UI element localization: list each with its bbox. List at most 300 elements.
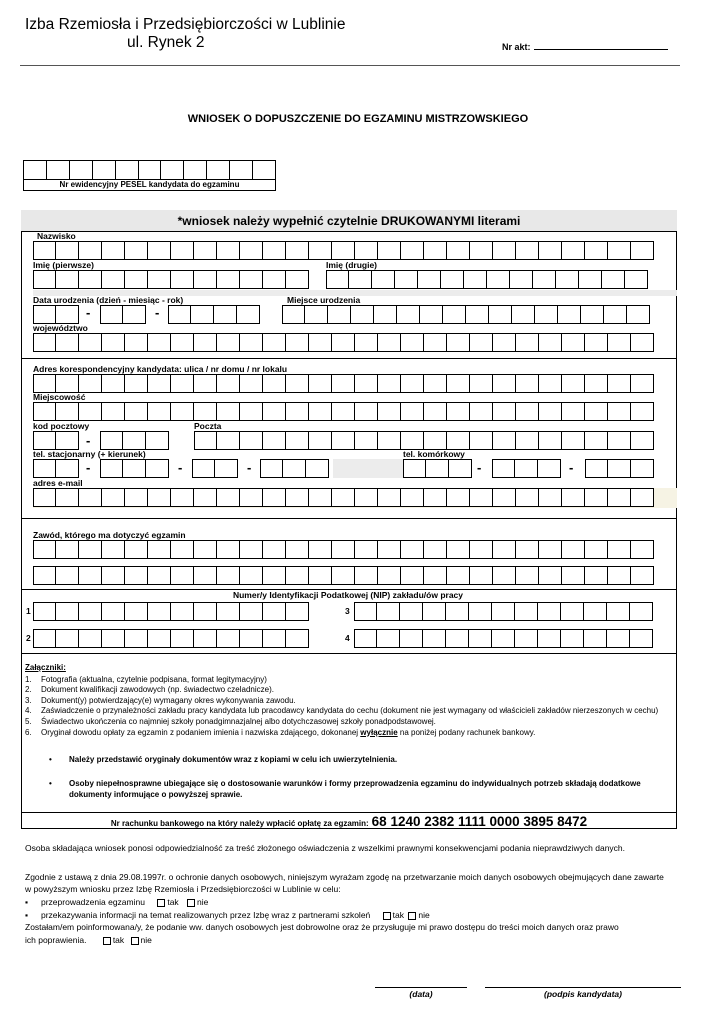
input-cell[interactable] (125, 241, 148, 260)
input-cell[interactable] (217, 431, 240, 450)
input-cell[interactable] (516, 431, 539, 450)
input-cell[interactable] (533, 270, 556, 289)
input-cell[interactable] (354, 629, 377, 648)
input-cell[interactable] (263, 333, 286, 352)
input-cell[interactable] (401, 566, 424, 585)
birth-year-input[interactable] (168, 305, 260, 324)
input-cell[interactable] (585, 333, 608, 352)
input-cell[interactable] (194, 402, 217, 421)
input-cell[interactable] (56, 241, 79, 260)
input-cell[interactable] (309, 540, 332, 559)
input-cell[interactable] (33, 629, 56, 648)
input-cell[interactable] (355, 241, 378, 260)
input-cell[interactable] (423, 602, 446, 621)
input-cell[interactable] (148, 566, 171, 585)
input-cell[interactable] (558, 305, 581, 324)
input-cell[interactable] (372, 270, 395, 289)
input-cell[interactable] (79, 374, 102, 393)
input-cell[interactable] (171, 333, 194, 352)
input-cell[interactable] (585, 488, 608, 507)
input-cell[interactable] (447, 333, 470, 352)
input-cell[interactable] (631, 241, 654, 260)
input-cell[interactable] (214, 305, 237, 324)
input-cell[interactable] (125, 540, 148, 559)
signature-field[interactable] (485, 987, 681, 999)
input-cell[interactable] (516, 333, 539, 352)
input-cell[interactable] (631, 488, 654, 507)
input-cell[interactable] (146, 459, 169, 478)
input-cell[interactable] (79, 602, 102, 621)
input-cell[interactable] (608, 333, 631, 352)
input-cell[interactable] (56, 540, 79, 559)
correction-yes-checkbox[interactable] (103, 937, 111, 945)
input-cell[interactable] (328, 305, 351, 324)
input-cell[interactable] (148, 333, 171, 352)
input-cell[interactable] (378, 333, 401, 352)
input-cell[interactable] (631, 402, 654, 421)
input-cell[interactable] (470, 488, 493, 507)
input-cell[interactable] (631, 333, 654, 352)
input-cell[interactable] (556, 270, 579, 289)
input-cell[interactable] (56, 459, 79, 478)
input-cell[interactable] (56, 402, 79, 421)
landline-input-b[interactable] (100, 459, 169, 478)
input-cell[interactable] (349, 270, 372, 289)
second-name-input[interactable] (326, 270, 648, 289)
input-cell[interactable] (56, 374, 79, 393)
input-cell[interactable] (377, 602, 400, 621)
landline-input-a[interactable] (33, 459, 79, 478)
profession-input-1[interactable] (33, 540, 654, 559)
input-cell[interactable] (148, 374, 171, 393)
input-cell[interactable] (332, 431, 355, 450)
input-cell[interactable] (608, 241, 631, 260)
input-cell[interactable] (469, 602, 492, 621)
training-consent-no-checkbox[interactable] (408, 912, 416, 920)
input-cell[interactable] (424, 431, 447, 450)
input-cell[interactable] (171, 270, 194, 289)
input-cell[interactable] (79, 333, 102, 352)
input-cell[interactable] (420, 305, 443, 324)
input-cell[interactable] (194, 602, 217, 621)
input-cell[interactable] (148, 629, 171, 648)
input-cell[interactable] (217, 540, 240, 559)
input-cell[interactable] (33, 374, 56, 393)
input-cell[interactable] (492, 602, 515, 621)
training-consent-yes-checkbox[interactable] (383, 912, 391, 920)
date-field[interactable] (375, 987, 467, 999)
input-cell[interactable] (562, 488, 585, 507)
email-input[interactable] (33, 488, 654, 507)
input-cell[interactable] (305, 305, 328, 324)
input-cell[interactable] (447, 402, 470, 421)
input-cell[interactable] (33, 402, 56, 421)
input-cell[interactable] (424, 540, 447, 559)
input-cell[interactable] (194, 374, 217, 393)
input-cell[interactable] (512, 305, 535, 324)
input-cell[interactable] (493, 402, 516, 421)
first-name-input[interactable] (33, 270, 309, 289)
input-cell[interactable] (240, 602, 263, 621)
correction-no-checkbox[interactable] (131, 937, 139, 945)
input-cell[interactable] (326, 270, 349, 289)
input-cell[interactable] (608, 374, 631, 393)
input-cell[interactable] (607, 602, 630, 621)
input-cell[interactable] (56, 270, 79, 289)
input-cell[interactable] (443, 305, 466, 324)
input-cell[interactable] (631, 566, 654, 585)
input-cell[interactable] (125, 333, 148, 352)
input-cell[interactable] (464, 270, 487, 289)
input-cell[interactable] (378, 566, 401, 585)
birth-month-input[interactable] (100, 305, 146, 324)
input-cell[interactable] (631, 459, 654, 478)
input-cell[interactable] (263, 270, 286, 289)
input-cell[interactable] (240, 402, 263, 421)
input-cell[interactable] (401, 402, 424, 421)
input-cell[interactable] (237, 305, 260, 324)
input-cell[interactable] (168, 305, 191, 324)
input-cell[interactable] (489, 305, 512, 324)
input-cell[interactable] (378, 431, 401, 450)
input-cell[interactable] (123, 459, 146, 478)
input-cell[interactable] (579, 270, 602, 289)
input-cell[interactable] (286, 540, 309, 559)
input-cell[interactable] (217, 333, 240, 352)
input-cell[interactable] (33, 459, 56, 478)
input-cell[interactable] (562, 566, 585, 585)
input-cell[interactable] (608, 540, 631, 559)
input-cell[interactable] (630, 602, 653, 621)
input-cell[interactable] (79, 241, 102, 260)
input-cell[interactable] (562, 540, 585, 559)
input-cell[interactable] (217, 602, 240, 621)
input-cell[interactable] (401, 241, 424, 260)
input-cell[interactable] (585, 402, 608, 421)
input-cell[interactable] (584, 602, 607, 621)
post-office-input[interactable] (194, 431, 654, 450)
input-cell[interactable] (378, 402, 401, 421)
input-cell[interactable] (355, 402, 378, 421)
input-cell[interactable] (332, 402, 355, 421)
input-cell[interactable] (585, 540, 608, 559)
input-cell[interactable] (608, 566, 631, 585)
input-cell[interactable] (424, 333, 447, 352)
input-cell[interactable] (79, 566, 102, 585)
input-cell[interactable] (492, 459, 515, 478)
input-cell[interactable] (148, 540, 171, 559)
input-cell[interactable] (487, 270, 510, 289)
input-cell[interactable] (194, 241, 217, 260)
input-cell[interactable] (56, 431, 79, 450)
input-cell[interactable] (561, 602, 584, 621)
input-cell[interactable] (240, 333, 263, 352)
input-cell[interactable] (516, 402, 539, 421)
input-cell[interactable] (418, 270, 441, 289)
input-cell[interactable] (607, 629, 630, 648)
input-cell[interactable] (449, 459, 472, 478)
input-cell[interactable] (56, 333, 79, 352)
input-cell[interactable] (395, 270, 418, 289)
input-cell[interactable] (194, 540, 217, 559)
input-cell[interactable] (562, 431, 585, 450)
input-cell[interactable] (263, 241, 286, 260)
input-cell[interactable] (562, 333, 585, 352)
input-cell[interactable] (493, 431, 516, 450)
input-cell[interactable] (309, 566, 332, 585)
input-cell[interactable] (263, 402, 286, 421)
input-cell[interactable] (148, 488, 171, 507)
input-cell[interactable] (286, 402, 309, 421)
input-cell[interactable] (79, 270, 102, 289)
input-cell[interactable] (584, 629, 607, 648)
input-cell[interactable] (493, 540, 516, 559)
input-cell[interactable] (332, 241, 355, 260)
input-cell[interactable] (102, 333, 125, 352)
input-cell[interactable] (102, 602, 125, 621)
input-cell[interactable] (516, 540, 539, 559)
birth-place-input[interactable] (282, 305, 650, 324)
input-cell[interactable] (470, 566, 493, 585)
input-cell[interactable] (515, 629, 538, 648)
input-cell[interactable] (400, 602, 423, 621)
input-cell[interactable] (125, 629, 148, 648)
input-cell[interactable] (146, 431, 169, 450)
input-cell[interactable] (286, 566, 309, 585)
input-cell[interactable] (630, 629, 653, 648)
input-cell[interactable] (470, 333, 493, 352)
nip-input-1[interactable] (33, 602, 309, 621)
input-cell[interactable] (283, 459, 306, 478)
input-cell[interactable] (148, 241, 171, 260)
input-cell[interactable] (470, 540, 493, 559)
input-cell[interactable] (171, 402, 194, 421)
input-cell[interactable] (171, 488, 194, 507)
input-cell[interactable] (260, 459, 283, 478)
voivodeship-input[interactable] (33, 333, 654, 352)
input-cell[interactable] (539, 241, 562, 260)
input-cell[interactable] (194, 333, 217, 352)
input-cell[interactable] (539, 431, 562, 450)
input-cell[interactable] (401, 431, 424, 450)
input-cell[interactable] (631, 431, 654, 450)
input-cell[interactable] (332, 566, 355, 585)
input-cell[interactable] (217, 402, 240, 421)
input-cell[interactable] (608, 488, 631, 507)
input-cell[interactable] (608, 459, 631, 478)
input-cell[interactable] (585, 459, 608, 478)
input-cell[interactable] (355, 431, 378, 450)
input-cell[interactable] (585, 241, 608, 260)
input-cell[interactable] (263, 374, 286, 393)
input-cell[interactable] (332, 540, 355, 559)
input-cell[interactable] (33, 241, 56, 260)
input-cell[interactable] (585, 374, 608, 393)
input-cell[interactable] (33, 602, 56, 621)
input-cell[interactable] (378, 540, 401, 559)
input-cell[interactable] (240, 488, 263, 507)
nip-input-2[interactable] (33, 629, 309, 648)
input-cell[interactable] (56, 602, 79, 621)
input-cell[interactable] (354, 602, 377, 621)
input-cell[interactable] (33, 270, 56, 289)
input-cell[interactable] (263, 488, 286, 507)
nr-akt-field[interactable]: Nr akt: (502, 42, 668, 52)
input-cell[interactable] (355, 488, 378, 507)
input-cell[interactable] (469, 629, 492, 648)
input-cell[interactable] (493, 488, 516, 507)
input-cell[interactable] (585, 431, 608, 450)
input-cell[interactable] (539, 488, 562, 507)
input-cell[interactable] (217, 241, 240, 260)
input-cell[interactable] (33, 305, 56, 324)
input-cell[interactable] (309, 431, 332, 450)
input-cell[interactable] (217, 488, 240, 507)
input-cell[interactable] (263, 602, 286, 621)
nip-input-4[interactable] (354, 629, 653, 648)
input-cell[interactable] (355, 374, 378, 393)
input-cell[interactable] (535, 305, 558, 324)
input-cell[interactable] (470, 241, 493, 260)
input-cell[interactable] (562, 241, 585, 260)
input-cell[interactable] (56, 488, 79, 507)
input-cell[interactable] (516, 488, 539, 507)
input-cell[interactable] (79, 402, 102, 421)
input-cell[interactable] (423, 629, 446, 648)
city-input[interactable] (33, 402, 654, 421)
input-cell[interactable] (123, 431, 146, 450)
input-cell[interactable] (282, 305, 305, 324)
input-cell[interactable] (148, 402, 171, 421)
input-cell[interactable] (263, 540, 286, 559)
exam-consent-yes-checkbox[interactable] (157, 899, 165, 907)
input-cell[interactable] (240, 241, 263, 260)
input-cell[interactable] (102, 540, 125, 559)
input-cell[interactable] (286, 241, 309, 260)
input-cell[interactable] (426, 459, 449, 478)
input-cell[interactable] (539, 566, 562, 585)
input-cell[interactable] (378, 374, 401, 393)
input-cell[interactable] (493, 241, 516, 260)
input-cell[interactable] (539, 374, 562, 393)
input-cell[interactable] (286, 374, 309, 393)
input-cell[interactable] (240, 540, 263, 559)
input-cell[interactable] (123, 305, 146, 324)
input-cell[interactable] (470, 374, 493, 393)
input-cell[interactable] (171, 566, 194, 585)
input-cell[interactable] (102, 488, 125, 507)
input-cell[interactable] (493, 333, 516, 352)
input-cell[interactable] (447, 241, 470, 260)
input-cell[interactable] (539, 540, 562, 559)
mobile-input-b[interactable] (492, 459, 561, 478)
input-cell[interactable] (79, 488, 102, 507)
input-cell[interactable] (263, 566, 286, 585)
input-cell[interactable] (240, 566, 263, 585)
input-cell[interactable] (33, 333, 56, 352)
input-cell[interactable] (424, 566, 447, 585)
input-cell[interactable] (332, 333, 355, 352)
input-cell[interactable] (33, 566, 56, 585)
input-cell[interactable] (194, 488, 217, 507)
input-cell[interactable] (148, 602, 171, 621)
input-cell[interactable] (286, 602, 309, 621)
input-cell[interactable] (100, 459, 123, 478)
input-cell[interactable] (401, 333, 424, 352)
input-cell[interactable] (493, 566, 516, 585)
input-cell[interactable] (125, 270, 148, 289)
input-cell[interactable] (102, 629, 125, 648)
input-cell[interactable] (125, 374, 148, 393)
input-cell[interactable] (309, 241, 332, 260)
input-cell[interactable] (378, 488, 401, 507)
input-cell[interactable] (191, 305, 214, 324)
input-cell[interactable] (470, 402, 493, 421)
profession-input-2[interactable] (33, 566, 654, 585)
input-cell[interactable] (516, 566, 539, 585)
input-cell[interactable] (447, 566, 470, 585)
input-cell[interactable] (539, 333, 562, 352)
landline-input-d[interactable] (260, 459, 329, 478)
input-cell[interactable] (56, 566, 79, 585)
input-cell[interactable] (102, 241, 125, 260)
input-cell[interactable] (561, 629, 584, 648)
input-cell[interactable] (33, 488, 56, 507)
input-cell[interactable] (217, 629, 240, 648)
input-cell[interactable] (100, 305, 123, 324)
input-cell[interactable] (625, 270, 648, 289)
input-cell[interactable] (240, 270, 263, 289)
input-cell[interactable] (355, 333, 378, 352)
input-cell[interactable] (171, 602, 194, 621)
mobile-input-c[interactable] (585, 459, 654, 478)
pesel-input[interactable] (24, 161, 275, 180)
input-cell[interactable] (401, 488, 424, 507)
input-cell[interactable] (286, 431, 309, 450)
input-cell[interactable] (355, 566, 378, 585)
input-cell[interactable] (608, 402, 631, 421)
input-cell[interactable] (286, 488, 309, 507)
input-cell[interactable] (424, 374, 447, 393)
input-cell[interactable] (562, 402, 585, 421)
input-cell[interactable] (217, 270, 240, 289)
input-cell[interactable] (510, 270, 533, 289)
input-cell[interactable] (306, 459, 329, 478)
input-cell[interactable] (286, 333, 309, 352)
input-cell[interactable] (378, 241, 401, 260)
surname-input[interactable] (33, 241, 654, 260)
input-cell[interactable] (217, 374, 240, 393)
input-cell[interactable] (125, 402, 148, 421)
input-cell[interactable] (627, 305, 650, 324)
input-cell[interactable] (397, 305, 420, 324)
input-cell[interactable] (56, 305, 79, 324)
input-cell[interactable] (562, 374, 585, 393)
input-cell[interactable] (286, 270, 309, 289)
input-cell[interactable] (377, 629, 400, 648)
input-cell[interactable] (240, 431, 263, 450)
input-cell[interactable] (79, 629, 102, 648)
input-cell[interactable] (286, 629, 309, 648)
postal-code-input-b[interactable] (100, 431, 169, 450)
input-cell[interactable] (194, 431, 217, 450)
input-cell[interactable] (470, 431, 493, 450)
input-cell[interactable] (33, 540, 56, 559)
input-cell[interactable] (125, 488, 148, 507)
input-cell[interactable] (441, 270, 464, 289)
exam-consent-no-checkbox[interactable] (187, 899, 195, 907)
input-cell[interactable] (215, 459, 238, 478)
